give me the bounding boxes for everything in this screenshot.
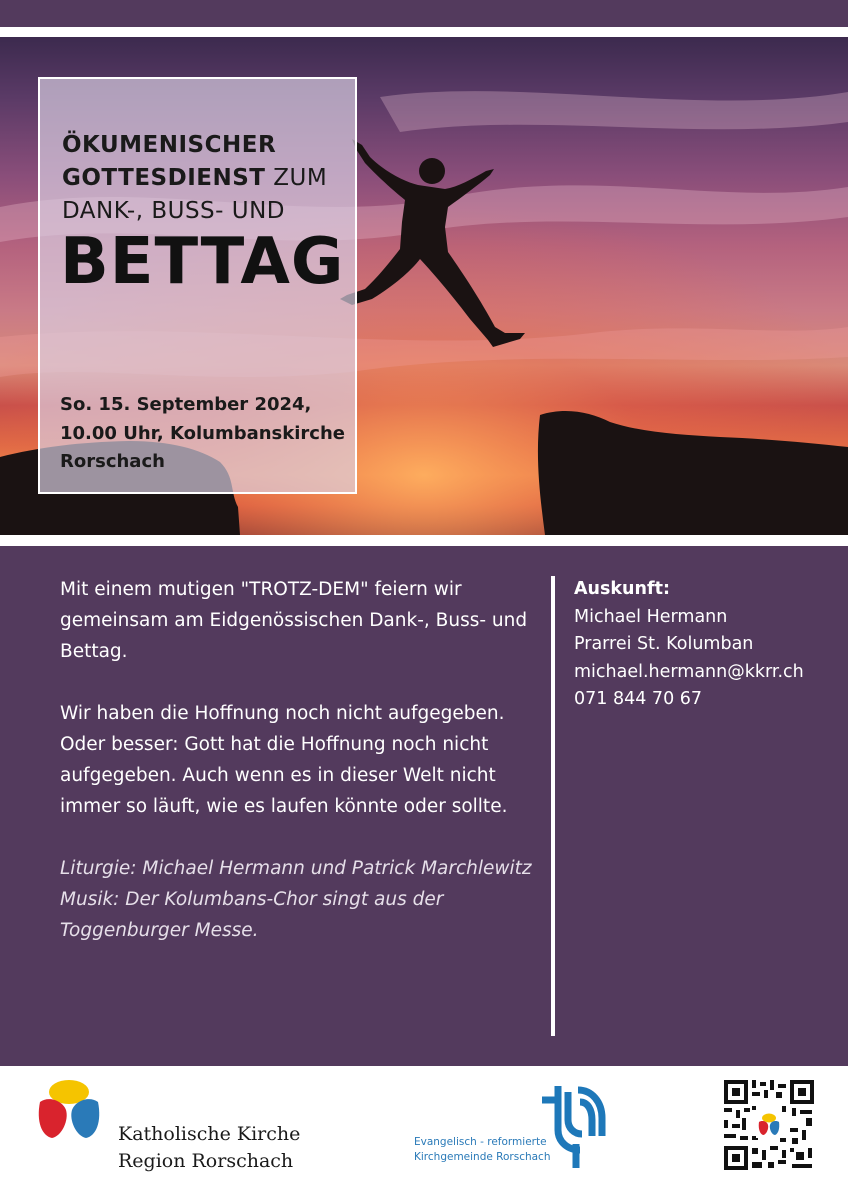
musik-text: Musik: Der Kolumbans-Chor singt aus der Toggenburger Messe.	[60, 889, 444, 941]
paragraph-intro: Mit einem mutigen "TROTZ-DEM" feiern wir gemeinsam am Eidgenössischen Dank-, Buss- und Bettag.	[60, 579, 528, 662]
title-line1: ÖKUMENISCHER	[62, 132, 277, 158]
event-title	[62, 129, 327, 228]
date-line1: So. 15. September 2024,	[60, 394, 312, 415]
catholic-logo-icon	[36, 1078, 102, 1142]
info-panel	[0, 546, 848, 1066]
kath-line1: Katholische Kirche	[118, 1123, 301, 1145]
contact-info	[574, 576, 804, 714]
date-line2: 10.00 Uhr, Kolumbanskirche	[60, 422, 345, 444]
paragraph-hope: Wir haben die Hoffnung noch nicht aufgegeben. Oder besser: Gott hat die Hoffnung noch nicht aufgegeben. Auch wenn es in dieser Welt nicht immer so läuft, wie es laufen könnte oder sollte.	[60, 703, 508, 817]
ref-line1: Evangelisch - reformierte	[414, 1136, 547, 1148]
title-bettag: BETTAG	[60, 225, 345, 299]
title-box	[38, 77, 357, 494]
ref-line2: Kirchgemeinde Rorschach	[414, 1151, 551, 1163]
contact-email[interactable]: michael.hermann@kkrr.ch	[574, 661, 804, 682]
title-line3: DANK-, BUSS- UND	[62, 198, 286, 224]
qr-code-icon[interactable]	[722, 1078, 816, 1172]
hero-image	[0, 37, 848, 535]
liturgie-text: Liturgie: Michael Hermann und Patrick Marchlewitz	[60, 858, 532, 879]
title-line2-rest: ZUM	[265, 165, 328, 191]
reformed-church-name	[414, 1135, 551, 1165]
top-bar	[0, 0, 848, 27]
contact-org: Prarrei St. Kolumban	[574, 634, 754, 654]
contact-phone[interactable]: 071 844 70 67	[574, 689, 703, 709]
catholic-church-name	[118, 1121, 300, 1175]
description	[60, 574, 540, 946]
kath-line2: Region Rorschach	[118, 1150, 294, 1172]
date-line3: Rorschach	[60, 451, 165, 472]
vertical-divider	[551, 576, 555, 1036]
title-line2-bold: GOTTESDIENST	[62, 165, 266, 191]
contact-name: Michael Hermann	[574, 606, 728, 627]
event-date-place	[60, 391, 345, 477]
contact-heading: Auskunft:	[574, 579, 670, 599]
